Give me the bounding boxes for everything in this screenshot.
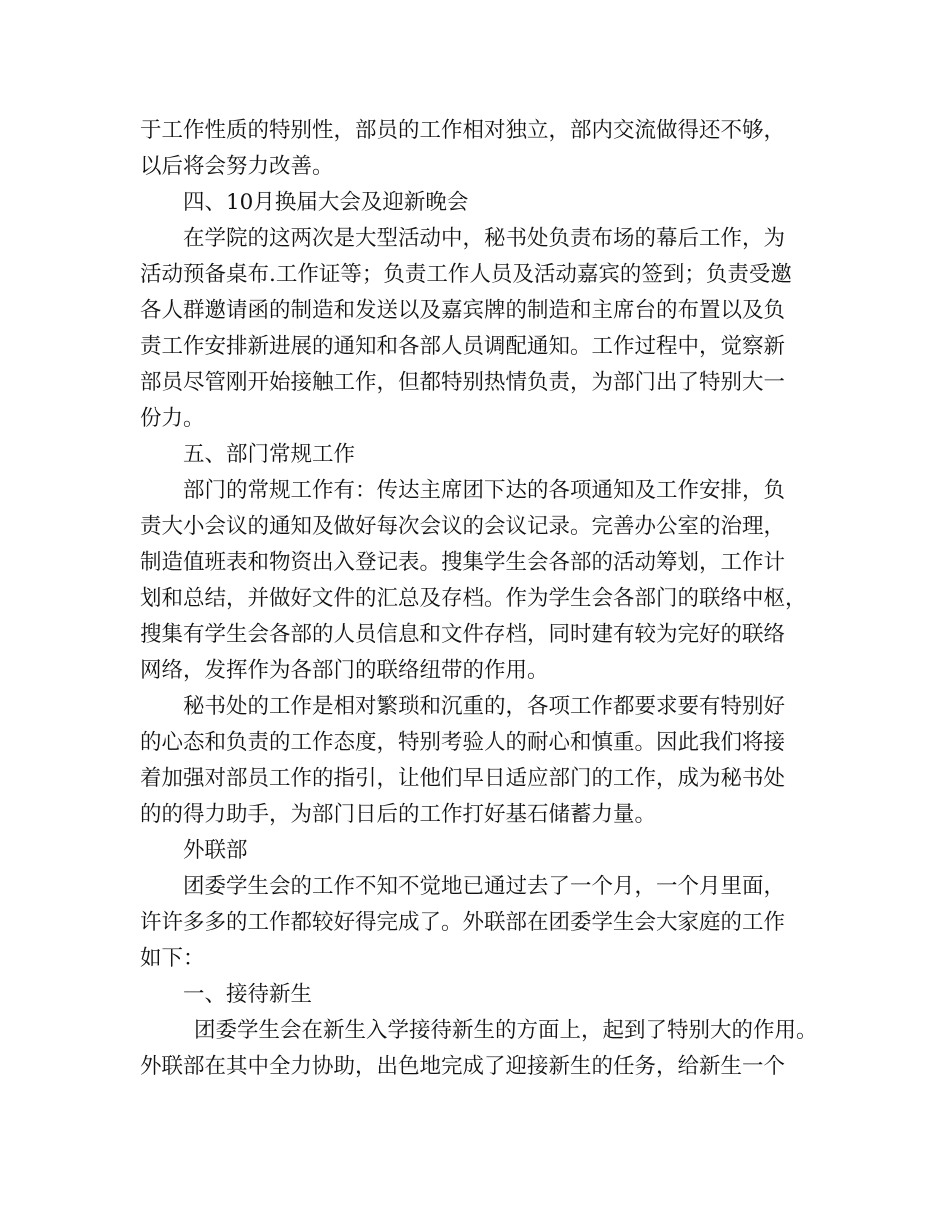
text-line: 外联部在其中全力协助，出色地完成了迎接新生的任务，给新生一个: [140, 1054, 786, 1079]
text-line: 以后将会努力改善。: [140, 154, 334, 179]
text-line: 网络，发挥作为各部门的联络纽带的作用。: [140, 658, 549, 683]
text-line: 如下：: [140, 946, 205, 971]
text-line: 划和总结，并做好文件的汇总及存档。作为学生会各部门的联络中枢，: [140, 586, 807, 611]
text-line: 部员尽管刚开始接触工作，但都特别热情负责，为部门出了特别大一: [140, 370, 786, 395]
text-line: 责大小会议的通知及做好每次会议的会议记录。完善办公室的治理，: [140, 514, 786, 539]
text-line: 责工作安排新进展的通知和各部人员调配通知。工作过程中，觉察新: [140, 334, 786, 359]
text-line: 各人群邀请函的制造和发送以及嘉宾牌的制造和主席台的布置以及负: [140, 298, 786, 323]
text-line: 团委学生会的工作不知不觉地已通过去了一个月，一个月里面，: [183, 874, 786, 899]
text-line: 部门的常规工作有：传达主席团下达的各项通知及工作安排，负: [183, 478, 786, 503]
text-line: 团委学生会在新生入学接待新生的方面上，起到了特别大的作用。: [194, 1018, 818, 1043]
text-line: 份力。: [140, 406, 205, 431]
text-line: 在学院的这两次是大型活动中，秘书处负责布场的幕后工作，为: [183, 226, 786, 251]
section-heading: 一、接待新生: [183, 982, 313, 1007]
section-heading: 五、部门常规工作: [183, 442, 356, 467]
text-line: 于工作性质的特别性，部员的工作相对独立，部内交流做得还不够，: [140, 118, 786, 143]
text-line: 活动预备桌布.工作证等；负责工作人员及活动嘉宾的签到；负责受邀: [140, 262, 792, 287]
text-line: 制造值班表和物资出入登记表。搜集学生会各部的活动筹划，工作计: [140, 550, 786, 575]
text-line: 着加强对部员工作的指引，让他们早日适应部门的工作，成为秘书处: [140, 766, 786, 791]
text-line: 搜集有学生会各部的人员信息和文件存档，同时建有较为完好的联络: [140, 622, 786, 647]
section-heading: 外联部: [183, 838, 248, 863]
text-line: 的的得力助手，为部门日后的工作打好基石储蓄力量。: [140, 802, 657, 827]
text-line: 秘书处的工作是相对繁琐和沉重的，各项工作都要求要有特别好: [183, 694, 786, 719]
text-line: 许许多多的工作都较好得完成了。外联部在团委学生会大家庭的工作: [140, 910, 786, 935]
text-line: 的心态和负责的工作态度，特别考验人的耐心和慎重。因此我们将接: [140, 730, 786, 755]
section-heading: 四、10月换届大会及迎新晚会: [183, 190, 469, 215]
